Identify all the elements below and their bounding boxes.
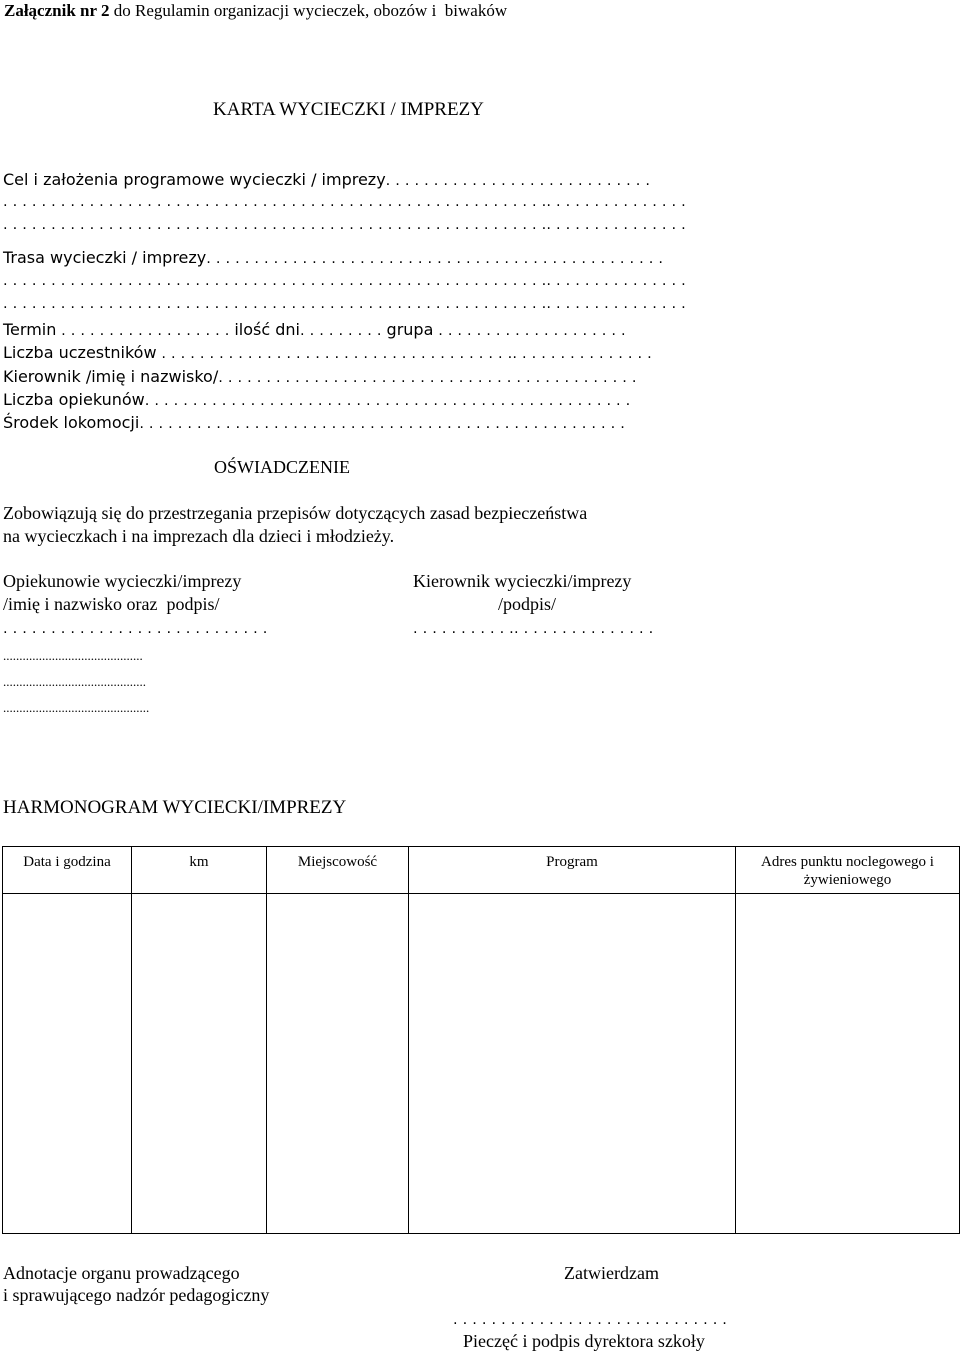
table-cell-km[interactable] <box>132 894 267 1234</box>
kierownik-row <box>3 365 637 389</box>
ilosc-dni-dots[interactable]: . . . . . . . . . <box>299 323 387 339</box>
trasa-dots-line-3[interactable]: . . . . . . . . . . . . . . . . . . . . . . . . . . . . . . . . . . . . . . . . . . . . . . . . . . . . . . . . .. . . . . . . . . . . . . . . <box>3 296 686 312</box>
kierownik-signature-title: Kierownik wycieczki/imprezy <box>413 571 632 591</box>
cel-dots-line-3[interactable]: . . . . . . . . . . . . . . . . . . . . . . . . . . . . . . . . . . . . . . . . . . . . . . . . . . . . . . . . .. . . . . . . . . . . . . . . <box>3 217 686 233</box>
oswiadczenie-text-line-1: Zobowiązują się do przestrzegania przepisów dotyczących zasad bezpieczeństwa <box>3 503 588 523</box>
opiekun-signature-line-3[interactable]: ............................................. <box>3 700 150 715</box>
kierownik-label: Kierownik /imię i nazwisko/ <box>3 367 219 386</box>
termin-label: Termin <box>3 320 57 339</box>
table-header-row <box>3 847 960 894</box>
kierownik-signature-subtitle: /podpis/ <box>498 594 557 614</box>
cel-dots[interactable]: . . . . . . . . . . . . . . . . . . . . . . . . . . . . <box>385 173 651 189</box>
table-cell-adres[interactable] <box>736 894 960 1234</box>
document-title: KARTA WYCIECZKI / IMPREZY <box>213 99 484 120</box>
oswiadczenie-title: OŚWIADCZENIE <box>214 457 350 477</box>
oswiadczenie-text-line-2: na wycieczkach i na imprezach dla dzieci i młodzieży. <box>3 526 395 546</box>
uczestnicy-dots[interactable]: . . . . . . . . . . . . . . . . . . . . . . . . . . . . . . . . . . . . .. . . . . . . . . . . . . . . <box>156 346 652 362</box>
termin-row <box>3 318 626 342</box>
termin-dots[interactable]: . . . . . . . . . . . . . . . . . . <box>56 323 235 339</box>
trasa-row <box>3 246 663 270</box>
opiekunowie-row <box>3 388 631 412</box>
dyrektor-signature-dots[interactable]: . . . . . . . . . . . . . . . . . . . . . . . . . . . . . <box>453 1312 728 1328</box>
lokomocja-label: Środek lokomocji <box>3 413 140 432</box>
column-header-program: Program <box>409 847 736 894</box>
column-header-miejscowosc: Miejscowość <box>267 847 409 894</box>
harmonogram-title: HARMONOGRAM WYCIECKI/IMPREZY <box>3 797 347 818</box>
cel-row <box>3 168 650 192</box>
opiekunowie-dots[interactable]: . . . . . . . . . . . . . . . . . . . . . . . . . . . . . . . . . . . . . . . . . . . . . . . . . . . <box>144 393 631 409</box>
dyrektor-signature-label: Pieczęć i podpis dyrektora szkoły <box>463 1331 705 1351</box>
zatwierdzam-label: Zatwierdzam <box>564 1263 659 1283</box>
adnotacje-line-1: Adnotacje organu prowadzącego <box>3 1263 240 1283</box>
attachment-header <box>4 0 507 22</box>
adnotacje-line-2: i sprawującego nadzór pedagogiczny <box>3 1285 270 1305</box>
trasa-dots[interactable]: . . . . . . . . . . . . . . . . . . . . . . . . . . . . . . . . . . . . . . . . . . . . . . . . <box>206 251 664 267</box>
column-header-data-godzina: Data i godzina <box>3 847 132 894</box>
table-cell-data-godzina[interactable] <box>3 894 132 1234</box>
attachment-description: do Regulamin organizacji wycieczek, obozów i biwaków <box>109 1 508 20</box>
column-header-km: km <box>132 847 267 894</box>
uczestnicy-label: Liczba uczestników <box>3 343 157 362</box>
kierownik-dots[interactable]: . . . . . . . . . . . . . . . . . . . . . . . . . . . . . . . . . . . . . . . . . . . . <box>218 370 637 386</box>
opiekunowie-signature-title: Opiekunowie wycieczki/imprezy <box>3 571 242 591</box>
lokomocja-dots[interactable]: . . . . . . . . . . . . . . . . . . . . . . . . . . . . . . . . . . . . . . . . . . . . . . . . . . . <box>139 416 626 432</box>
trasa-label: Trasa wycieczki / imprezy <box>3 248 207 267</box>
trasa-dots-line-2[interactable]: . . . . . . . . . . . . . . . . . . . . . . . . . . . . . . . . . . . . . . . . . . . . . . . . . . . . . . . . .. . . . . . . . . . . . . . . <box>3 273 686 289</box>
kierownik-signature-dots[interactable]: . . . . . . . . . . .. . . . . . . . . . . . . . . <box>413 621 654 637</box>
table-row <box>3 894 960 1234</box>
lokomocja-row <box>3 411 625 435</box>
table-cell-miejscowosc[interactable] <box>267 894 409 1234</box>
harmonogram-table <box>2 846 960 1234</box>
grupa-dots[interactable]: . . . . . . . . . . . . . . . . . . . . <box>433 323 626 339</box>
opiekunowie-signature-subtitle: /imię i nazwisko oraz podpis/ <box>3 594 220 614</box>
attachment-number: Załącznik nr 2 <box>4 1 110 20</box>
opiekun-signature-line-1[interactable]: ........................................... <box>3 648 143 663</box>
opiekunowie-label: Liczba opiekunów <box>3 390 145 409</box>
opiekun-signature-line-2[interactable]: ............................................ <box>3 674 146 689</box>
cel-dots-line-2[interactable]: . . . . . . . . . . . . . . . . . . . . . . . . . . . . . . . . . . . . . . . . . . . . . . . . . . . . . . . . .. . . . . . . . . . . . . . . <box>3 194 686 210</box>
ilosc-dni-label: ilość dni <box>234 320 300 339</box>
uczestnicy-row <box>3 341 652 365</box>
grupa-label: grupa <box>386 320 434 339</box>
cel-label: Cel i założenia programowe wycieczki / imprezy <box>3 170 386 189</box>
column-header-adres: Adres punktu noclegowego i żywieniowego <box>736 847 960 894</box>
opiekunowie-signature-dots[interactable]: . . . . . . . . . . . . . . . . . . . . . . . . . . . . <box>3 621 268 637</box>
table-cell-program[interactable] <box>409 894 736 1234</box>
